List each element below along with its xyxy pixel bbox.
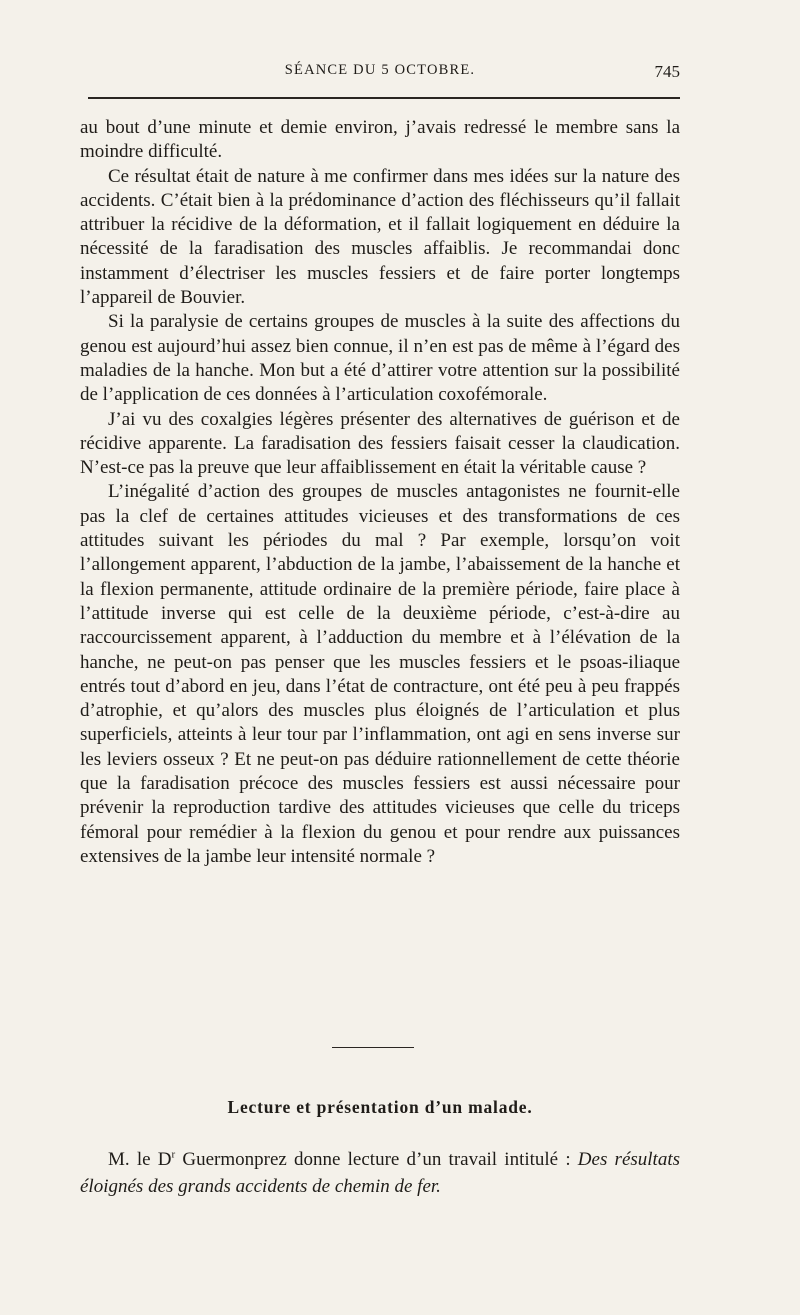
section-separator [332,1047,414,1048]
book-page [80,0,680,1315]
intro-prefix: M. le D [108,1149,172,1170]
intro-superscript: r [171,1148,176,1161]
work-title: Des résultats éloignés des grands accidents de chemin de fer. [80,1149,680,1197]
paragraph-1: au bout d’une minute et demie environ, j’avais redressé le membre sans la moindre difficulté. [80,117,680,163]
section-intro-paragraph [80,1146,680,1200]
paragraph-5: L’inégalité d’action des groupes de muscles antagonistes ne fournit-elle pas la clef de certaines attitudes vicieuses et des transformations de ces attitudes suivant les périodes du mal ? Par exemple, lorsqu’on voit l’allongement apparent, l’abduction de la jambe, l’abaissement de la hanche et la flexion permanente, attitude ordinaire de la première période, faire place à l’attitude inverse qui est celle de la deuxième période, c’est-à-dire au raccourcissement apparent, à l’adduction du membre et à l’élévation de la hanche, ne peut-on pas penser que les muscles fessiers et le psoas-iliaque entrés tout d’abord en jeu, dans l’état de contracture, ont été peu à peu frappés d’atrophie, et qu’alors des muscles plus éloignés de l’articulation et plus superficiels, atteints à leur tour par l’inflammation, ont agi en sens inverse sur les leviers osseux ? Et ne peut-on pas déduire rationnellement de cette théorie que la faradisation précoce des muscles fessiers est aussi nécessaire pour prévenir la reproduction tardive des attitudes vicieuses que celle du triceps fémoral pour remédier à la flexion du genou et pour rendre aux puissances extensives de la jambe leur intensité normale ? [80,481,680,867]
paragraph-3: Si la paralysie de certains groupes de muscles à la suite des affections du genou est aujourd’hui assez bien connue, il n’en est pas de même à l’égard des maladies de la hanche. Mon but a été d’attirer votre attention sur la possibilité de l’application de ces données à l’articulation coxofémorale. [80,311,680,406]
running-header [80,62,680,86]
page-number: 745 [654,62,680,81]
intro-text: Guermonprez donne lecture d’un travail intitulé : [175,1149,578,1170]
paragraph-4: J’ai vu des coxalgies légères présenter des alternatives de guérison et de récidive apparente. La faradisation des fessiers faisait cesser la claudication. N’est-ce pas la preuve que leur affaiblissement en était la véritable cause ? [80,408,680,479]
body-text [80,116,680,869]
paragraph-2: Ce résultat était de nature à me confirmer dans mes idées sur la nature des accidents. C’était bien à la prédominance d’action des fléchisseurs qu’il fallait attribuer la récidive de la déformation, et il fallait logiquement en déduire la nécessité de la faradisation des muscles affaiblis. Je recommandai donc instamment d’électriser les muscles fessiers et de faire porter longtemps l’appareil de Bouvier. [80,165,680,309]
running-title: SÉANCE DU 5 OCTOBRE. [284,62,476,78]
header-rule [88,97,680,99]
section-title: Lecture et présentation d’un malade. [227,1097,533,1117]
